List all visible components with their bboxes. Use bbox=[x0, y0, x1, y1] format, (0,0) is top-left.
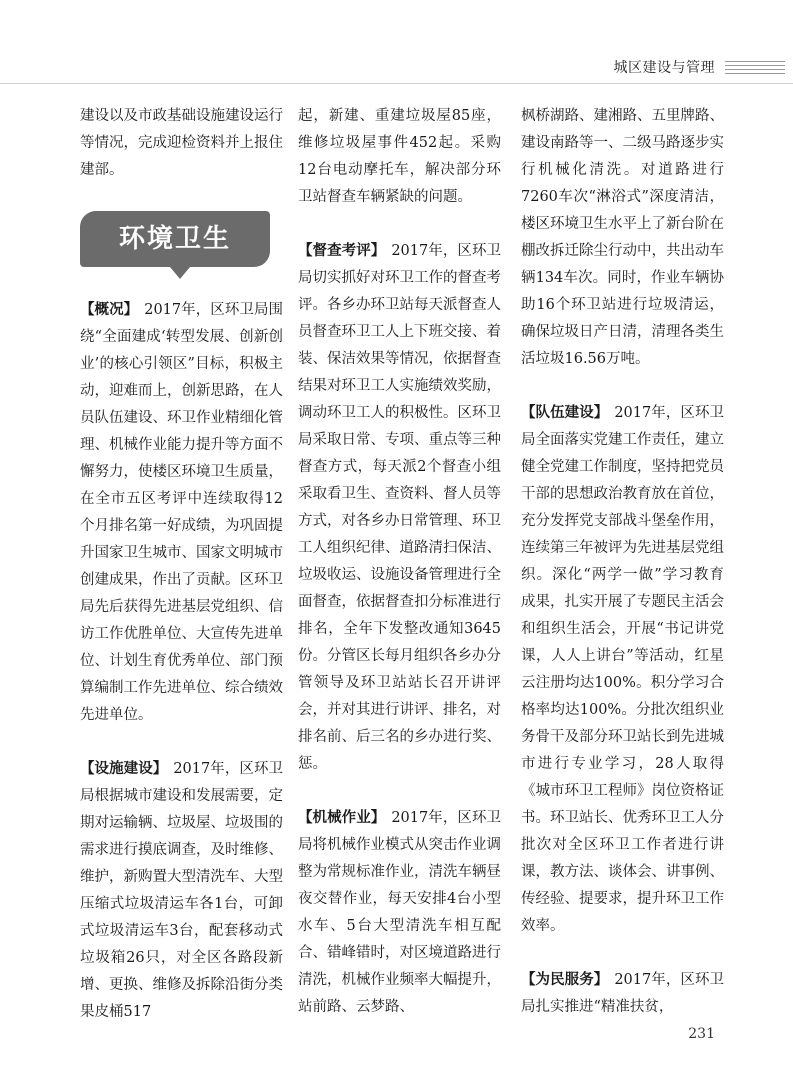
continued-paragraph: 枫桥湖路、建湘路、五里牌路、建设南路等一、二级马路逐步实行机械化清洗。对道路进行7260车次“淋浴式”深度清洁，楼区环境卫生水平上了新台阶在棚改拆迁除尘行动中，共出动车辆134车次。同时，作业车辆协助16个环卫站进行垃圾清运，确保垃圾日产日清，清理各类生活垃圾16.56万吨。 bbox=[521, 108, 724, 367]
column-1 bbox=[80, 103, 283, 1053]
continued-paragraph: 起，新建、重建垃圾屋85座，维修垃圾屋事件452起。采购12台电动摩托车，解决部分环卫站督查车辆紧缺的问题。 bbox=[298, 108, 501, 205]
paragraph-text: 2017年，区环卫局根据城市建设和发展需要，定期对运输辆、垃圾屋、垃圾围的需求进行摸底调查，及时维修、维护，新购置大型清洗车、大型压缩式垃圾清运车各1台，可卸式垃圾清运车3台，配套移动式垃圾箱26只，对全区各路段新增、更换、维修及拆除沿街分类果皮桶517 bbox=[80, 761, 283, 1020]
section-title: 环境卫生 bbox=[118, 224, 231, 254]
paragraph-text: 2017年，区环卫局全面落实党建工作责任，建立健全党建工作制度，坚持把党员干部的思想政治教育放在首位，充分发挥党支部战斗堡垒作用，连续第三年被评为先进基层党组织。深化“两学一做”学习教育成果，扎实开展了专题民主活会和组织生活会，开展“书记讲党课，人人上讲台”等活动，红星云注册均达100%。积分学习合格率均达100%。分批次组织业务骨干及部分环卫站长到先进城市进行专业学习，28人取得《城市环卫工程师》岗位资格证书。环卫站长、优秀环卫工人分批次对全区环卫工作者进行讲课，教方法、谈体会、讲事例、传经验、提要求，提升环卫工作效率。 bbox=[521, 405, 724, 934]
paragraph-keyword: 【机械作业】 bbox=[298, 810, 386, 826]
header-divider bbox=[0, 83, 793, 84]
paragraph-text: 2017年，区环卫局围绕“全面建成‘转型发展、创新创业’的核心引领区”目标，积极主动，迎难而上，创新思路，在人员队伍建设、环卫作业精细化管理、机械作业能力提升等方面不懈努力，使楼区环境卫生质量，在全市五区考评中连续取得12个月排名第一好成绩，为巩固提升国家卫生城市、国家文明城市创建成果，作出了贡献。区环卫局先后获得先进基层党组织、信访工作优胜单位、大宣传先进单位、计划生育优秀单位、部门预算编制工作先进单位、综合绩效先进单位。 bbox=[80, 302, 283, 723]
paragraph-text: 2017年，区环卫局切实抓好对环卫工作的督查考评。各乡办环卫站每天派督查人员督查环卫工人上下班交接、着装、保洁效果等情况，依据督查结果对环卫工人实施绩效奖励，调动环卫工人的积极性。区环卫局采取日常、专项、重点等三种督查方式，每天派2个督查小组采取看卫生、查资料、督人员等方式，对各乡办日常管理、环卫工人组织纪律、道路清扫保洁、垃圾收运、设施设备管理进行全面督查，依据督查扣分标准进行排名，全年下发整改通知3645份。分管区长每月组织各乡办分管领导及环卫站站长召开讲评会，并对其进行讲评、排名，对排名前、后三名的乡办进行奖、惩。 bbox=[298, 243, 501, 772]
paragraph-keyword: 【队伍建设】 bbox=[521, 405, 609, 421]
paragraph-overview bbox=[80, 297, 283, 729]
header-decoration bbox=[725, 61, 785, 62]
header-decoration bbox=[725, 73, 785, 74]
column-3 bbox=[521, 103, 724, 1048]
paragraph-keyword: 【为民服务】 bbox=[521, 972, 609, 988]
column-2 bbox=[298, 103, 501, 1048]
section-title-badge bbox=[80, 211, 270, 267]
header-decoration bbox=[725, 69, 785, 70]
paragraph-facilities bbox=[80, 756, 283, 1026]
header-title: 城区建设与管理 bbox=[613, 60, 715, 76]
paragraph-keyword: 【设施建设】 bbox=[80, 761, 168, 777]
paragraph-keyword: 【概况】 bbox=[80, 302, 139, 318]
paragraph-team-building bbox=[521, 400, 724, 940]
paragraph-keyword: 【督查考评】 bbox=[298, 243, 386, 259]
continued-paragraph: 建设以及市政基础设施建设运行等情况，完成迎检资料并上报住建部。 bbox=[80, 108, 283, 178]
paragraph-inspection bbox=[298, 238, 501, 778]
page-number: 231 bbox=[688, 1026, 715, 1042]
running-header bbox=[0, 55, 793, 83]
header-decoration bbox=[725, 65, 785, 66]
paragraph-text: 2017年，区环卫局扎实推进“精准扶贫， bbox=[521, 972, 724, 1015]
paragraph-public-service bbox=[521, 967, 724, 1021]
paragraph-text: 2017年，区环卫局将机械作业模式从突击作业调整为常规标准作业，清洗车辆昼夜交替作业，每天安排4台小型水车、5台大型清洗车相互配合、错峰错时，对区境道路进行清洗，机械作业频率大幅提升，站前路、云梦路、 bbox=[298, 810, 501, 1015]
paragraph-machinery bbox=[298, 805, 501, 1021]
